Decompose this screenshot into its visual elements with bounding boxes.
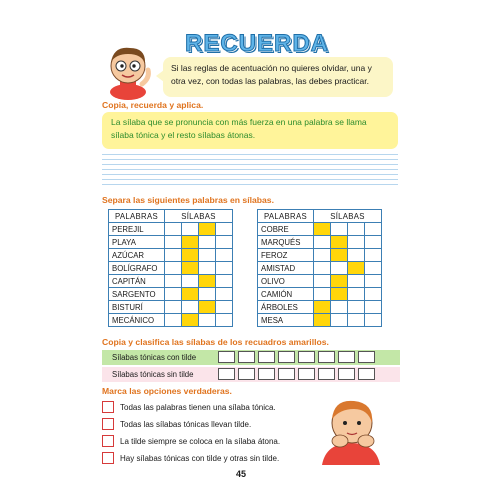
classify-row-without-tilde [102, 367, 400, 382]
word-cell: BISTURÍ [109, 301, 165, 314]
syllable-cell[interactable] [314, 236, 331, 249]
col-syllables: SÍLABAS [165, 210, 233, 223]
syllable-cell[interactable] [199, 249, 216, 262]
option-text: Todas las palabras tienen una sílaba tónica. [120, 403, 276, 412]
tonic-syllable-cell[interactable] [314, 301, 331, 314]
col-words: PALABRAS [109, 210, 165, 223]
answer-box[interactable] [258, 351, 275, 363]
writing-lines[interactable] [102, 154, 398, 184]
syllable-cell[interactable] [165, 223, 182, 236]
syllable-cell[interactable] [199, 236, 216, 249]
col-syllables: SÍLABAS [314, 210, 382, 223]
answer-box[interactable] [318, 351, 335, 363]
word-cell: PEREJIL [109, 223, 165, 236]
page-title: RECUERDA [185, 30, 330, 57]
syllable-cell[interactable] [331, 223, 348, 236]
word-cell: COBRE [258, 223, 314, 236]
syllable-cell[interactable] [216, 301, 233, 314]
answer-box[interactable] [298, 368, 315, 380]
table-row [109, 314, 233, 327]
word-cell: OLIVO [258, 275, 314, 288]
checkbox[interactable] [102, 418, 114, 430]
syllable-cell[interactable] [165, 314, 182, 327]
word-cell: BOLÍGRAFO [109, 262, 165, 275]
table-row [258, 249, 382, 262]
page-number: 45 [236, 469, 247, 479]
syllable-cell[interactable] [365, 314, 382, 327]
syllable-cell[interactable] [216, 249, 233, 262]
syllable-cell[interactable] [348, 275, 365, 288]
reminder-bubble: Si las reglas de acentuación no quieres olvidar, una y otra vez, con todas las palabras, las debes practicar. [163, 57, 393, 97]
syllable-cell[interactable] [182, 223, 199, 236]
syllable-cell[interactable] [165, 288, 182, 301]
checkbox[interactable] [102, 435, 114, 447]
answer-box[interactable] [278, 368, 295, 380]
syllable-cell[interactable] [216, 223, 233, 236]
syllable-cell[interactable] [348, 288, 365, 301]
option-text: La tilde siempre se coloca en la sílaba átona. [120, 437, 281, 446]
syllable-cell[interactable] [331, 301, 348, 314]
word-cell: CAMIÓN [258, 288, 314, 301]
syllable-cell[interactable] [216, 288, 233, 301]
syllable-cell[interactable] [314, 288, 331, 301]
answer-box[interactable] [218, 368, 235, 380]
answer-box[interactable] [218, 351, 235, 363]
checkbox[interactable] [102, 401, 114, 413]
syllable-cell[interactable] [365, 236, 382, 249]
syllable-cell[interactable] [165, 236, 182, 249]
syllable-cell[interactable] [199, 314, 216, 327]
tonic-syllable-cell[interactable] [182, 262, 199, 275]
section4-heading: Marca las opciones verdaderas. [102, 386, 232, 396]
classify-row-with-tilde [102, 350, 400, 365]
table-row [109, 301, 233, 314]
table-row [109, 249, 233, 262]
section2-heading: Separa las siguientes palabras en sílabas. [102, 195, 274, 205]
answer-box[interactable] [358, 351, 375, 363]
tonic-syllable-cell[interactable] [182, 314, 199, 327]
answer-box[interactable] [338, 351, 355, 363]
table-row [258, 275, 382, 288]
syllable-cell[interactable] [365, 288, 382, 301]
tonic-syllable-cell[interactable] [331, 236, 348, 249]
syllable-cell[interactable] [365, 223, 382, 236]
word-cell: MESA [258, 314, 314, 327]
table-row [258, 288, 382, 301]
syllable-cell[interactable] [216, 262, 233, 275]
word-cell: SARGENTO [109, 288, 165, 301]
syllable-cell[interactable] [216, 236, 233, 249]
table-row [258, 262, 382, 275]
syllable-cell[interactable] [165, 249, 182, 262]
syllable-cell[interactable] [216, 275, 233, 288]
word-cell: MECÁNICO [109, 314, 165, 327]
syllable-cell[interactable] [314, 262, 331, 275]
syllable-cell[interactable] [348, 236, 365, 249]
answer-box[interactable] [278, 351, 295, 363]
table-row [109, 236, 233, 249]
option-text: Hay sílabas tónicas con tilde y otras sin tilde. [120, 454, 280, 463]
syllable-cell[interactable] [365, 262, 382, 275]
syllable-cell[interactable] [314, 249, 331, 262]
word-cell: CAPITÁN [109, 275, 165, 288]
word-cell: FEROZ [258, 249, 314, 262]
syllable-cell[interactable] [331, 314, 348, 327]
syllable-cell[interactable] [182, 275, 199, 288]
syllable-cell[interactable] [365, 249, 382, 262]
tonic-syllable-cell[interactable] [331, 275, 348, 288]
tonic-syllable-cell[interactable] [182, 249, 199, 262]
syllable-cell[interactable] [199, 288, 216, 301]
tonic-syllable-cell[interactable] [331, 249, 348, 262]
word-cell: MARQUÉS [258, 236, 314, 249]
table-row [109, 288, 233, 301]
answer-box[interactable] [238, 351, 255, 363]
word-cell: PLAYA [109, 236, 165, 249]
tonic-syllable-cell[interactable] [199, 275, 216, 288]
table-row [258, 314, 382, 327]
table-row [258, 223, 382, 236]
tonic-syllable-cell[interactable] [182, 236, 199, 249]
syllable-cell[interactable] [165, 301, 182, 314]
answer-box[interactable] [318, 368, 335, 380]
row-label: Sílabas tónicas sin tilde [112, 370, 194, 379]
row-label: Sílabas tónicas con tilde [112, 353, 197, 362]
rule-box: La sílaba que se pronuncia con más fuerza en una palabra se llama sílaba tónica y el resto sílabas átonas. [102, 112, 398, 149]
syllable-cell[interactable] [348, 301, 365, 314]
tonic-syllable-cell[interactable] [348, 262, 365, 275]
word-cell: AMISTAD [258, 262, 314, 275]
syllable-cell[interactable] [165, 275, 182, 288]
syllable-cell[interactable] [182, 301, 199, 314]
table-row [109, 223, 233, 236]
col-words: PALABRAS [258, 210, 314, 223]
syllables-table-right [257, 209, 382, 327]
syllable-cell[interactable] [348, 223, 365, 236]
boy-illustration [98, 40, 160, 100]
section1-heading: Copia, recuerda y aplica. [102, 100, 204, 110]
table-row [258, 236, 382, 249]
syllable-cell[interactable] [365, 275, 382, 288]
tonic-syllable-cell[interactable] [182, 288, 199, 301]
tonic-syllable-cell[interactable] [331, 288, 348, 301]
syllable-cell[interactable] [165, 262, 182, 275]
word-cell: ÁRBOLES [258, 301, 314, 314]
tonic-syllable-cell[interactable] [199, 301, 216, 314]
syllable-cell[interactable] [314, 275, 331, 288]
table-row [258, 301, 382, 314]
answer-box[interactable] [258, 368, 275, 380]
word-cell: AZÚCAR [109, 249, 165, 262]
syllable-cell[interactable] [216, 314, 233, 327]
syllable-cell[interactable] [199, 262, 216, 275]
answer-box[interactable] [338, 368, 355, 380]
section3-heading: Copia y clasifica las sílabas de los recuadros amarillos. [102, 337, 329, 347]
syllable-cell[interactable] [348, 249, 365, 262]
syllable-cell[interactable] [365, 301, 382, 314]
syllable-cell[interactable] [348, 314, 365, 327]
table-row [109, 275, 233, 288]
checkbox[interactable] [102, 452, 114, 464]
answer-box[interactable] [358, 368, 375, 380]
option-text: Todas las sílabas tónicas llevan tilde. [120, 420, 252, 429]
table-row [109, 262, 233, 275]
tonic-syllable-cell[interactable] [314, 314, 331, 327]
answer-box[interactable] [238, 368, 255, 380]
answer-box[interactable] [298, 351, 315, 363]
syllables-table-left [108, 209, 233, 327]
tonic-syllable-cell[interactable] [199, 223, 216, 236]
syllable-cell[interactable] [331, 262, 348, 275]
tonic-syllable-cell[interactable] [314, 223, 331, 236]
thinking-boy-illustration [312, 393, 390, 465]
